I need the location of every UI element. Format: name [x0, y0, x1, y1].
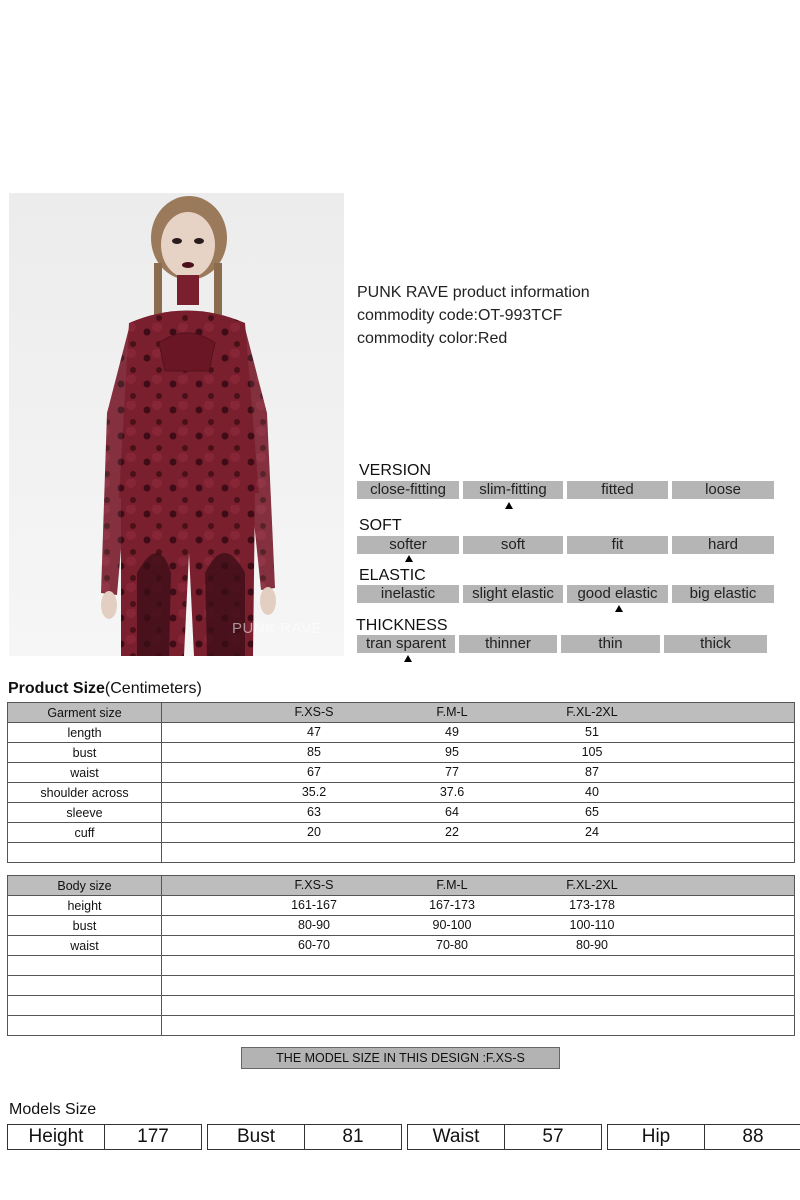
commodity-code — [357, 304, 590, 327]
cell-value: 77 — [445, 765, 459, 779]
code-label: commodity code: — [357, 307, 478, 324]
model-waist-label: Waist — [407, 1124, 505, 1150]
product-size-unit: (Centimeters) — [104, 680, 202, 697]
soft-option: hard — [672, 536, 774, 554]
cell-value: 95 — [445, 745, 459, 759]
cell-value: 22 — [445, 825, 459, 839]
cell-value: 51 — [585, 725, 599, 739]
row-values — [162, 916, 795, 936]
model-waist-value: 57 — [505, 1124, 602, 1150]
table-row-empty — [8, 976, 795, 996]
product-size-title — [8, 680, 202, 698]
row-label: shoulder across — [8, 783, 162, 803]
thickness-selected-marker — [404, 655, 412, 662]
row-label — [8, 996, 162, 1016]
model-hip-label: Hip — [607, 1124, 705, 1150]
models-size-title: Models Size — [9, 1101, 97, 1118]
version-selected-marker — [505, 502, 513, 509]
model-size-note: THE MODEL SIZE IN THIS DESIGN :F.XS-S — [241, 1047, 560, 1069]
cell-value: 167-173 — [429, 898, 475, 912]
thickness-scale — [357, 635, 771, 653]
product-info — [357, 281, 590, 350]
code-value: OT-993TCF — [477, 307, 563, 324]
cell-value: 20 — [307, 825, 321, 839]
table-header-row — [8, 703, 795, 723]
row-label: bust — [8, 743, 162, 763]
cell-value: 35.2 — [301, 785, 327, 799]
models-size-row — [7, 1124, 800, 1150]
header-cell: Body size — [8, 876, 162, 896]
cell-value: 105 — [581, 745, 603, 759]
soft-scale — [357, 536, 778, 554]
color-label: commodity color: — [357, 330, 478, 347]
row-label — [8, 956, 162, 976]
header-values — [162, 703, 795, 723]
color-value: Red — [477, 330, 508, 347]
table-row — [8, 803, 795, 823]
row-values — [162, 976, 795, 996]
model-bust-value: 81 — [305, 1124, 402, 1150]
thickness-option: thick — [664, 635, 767, 653]
header-cell: F.M-L — [436, 878, 468, 892]
cell-value: 37.6 — [439, 785, 465, 799]
model-waist — [407, 1124, 602, 1150]
model-bust-label: Bust — [207, 1124, 305, 1150]
soft-option: softer — [357, 536, 459, 554]
header-cell: F.M-L — [436, 705, 468, 719]
cell-value: 47 — [307, 725, 321, 739]
soft-option: fit — [567, 536, 668, 554]
model-figure — [9, 193, 344, 656]
version-title: VERSION — [359, 462, 432, 479]
elastic-option: slight elastic — [463, 585, 563, 603]
model-hip — [607, 1124, 800, 1150]
body-size-table — [7, 875, 795, 1036]
cell-value: 173-178 — [569, 898, 615, 912]
cell-value: 65 — [585, 805, 599, 819]
soft-option: soft — [463, 536, 563, 554]
thickness-title: THICKNESS — [356, 617, 448, 634]
row-label: height — [8, 896, 162, 916]
model-bust — [207, 1124, 402, 1150]
cell-value: 49 — [445, 725, 459, 739]
elastic-scale — [357, 585, 778, 603]
soft-title: SOFT — [359, 517, 402, 534]
table-row — [8, 743, 795, 763]
soft-selected-marker — [405, 555, 413, 562]
product-photo — [9, 193, 344, 656]
header-cell: F.XS-S — [294, 705, 334, 719]
cell-value: 64 — [445, 805, 459, 819]
row-values — [162, 823, 795, 843]
header-values — [162, 876, 795, 896]
row-values — [162, 956, 795, 976]
cell-value: 70-80 — [436, 938, 468, 952]
cell-value: 24 — [585, 825, 599, 839]
cell-value: 60-70 — [298, 938, 330, 952]
elastic-title: ELASTIC — [359, 567, 426, 584]
table-row — [8, 916, 795, 936]
model-height — [7, 1124, 202, 1150]
photo-watermark: PUNK RAVE — [232, 620, 323, 637]
row-values — [162, 803, 795, 823]
header-cell: F.XL-2XL — [566, 705, 618, 719]
table-row — [8, 783, 795, 803]
elastic-selected-marker — [615, 605, 623, 612]
model-hip-value: 88 — [705, 1124, 800, 1150]
row-values — [162, 936, 795, 956]
thickness-option: thin — [561, 635, 660, 653]
row-label: waist — [8, 936, 162, 956]
row-values — [162, 783, 795, 803]
header-cell: F.XL-2XL — [566, 878, 618, 892]
table-row-empty — [8, 1016, 795, 1036]
commodity-color — [357, 327, 590, 350]
model-height-label: Height — [7, 1124, 105, 1150]
row-values — [162, 743, 795, 763]
model-height-value: 177 — [105, 1124, 202, 1150]
garment-size-table — [7, 702, 795, 863]
table-row — [8, 723, 795, 743]
row-values — [162, 763, 795, 783]
row-values — [162, 843, 795, 863]
cell-value: 85 — [307, 745, 321, 759]
cell-value: 87 — [585, 765, 599, 779]
cell-value: 80-90 — [298, 918, 330, 932]
header-cell: F.XS-S — [294, 878, 334, 892]
row-values — [162, 723, 795, 743]
elastic-option: good elastic — [567, 585, 668, 603]
version-option: loose — [672, 481, 774, 499]
cell-value: 67 — [307, 765, 321, 779]
row-label: cuff — [8, 823, 162, 843]
table-row-empty — [8, 996, 795, 1016]
info-heading: PUNK RAVE product information — [357, 284, 590, 301]
elastic-option: inelastic — [357, 585, 459, 603]
cell-value: 40 — [585, 785, 599, 799]
row-label — [8, 1016, 162, 1036]
thickness-option: thinner — [459, 635, 557, 653]
cell-value: 80-90 — [576, 938, 608, 952]
row-label: sleeve — [8, 803, 162, 823]
table-row — [8, 763, 795, 783]
cell-value: 63 — [307, 805, 321, 819]
row-label — [8, 843, 162, 863]
cell-value: 90-100 — [432, 918, 472, 932]
version-option: close-fitting — [357, 481, 459, 499]
row-label: waist — [8, 763, 162, 783]
table-row — [8, 896, 795, 916]
cell-value: 161-167 — [291, 898, 337, 912]
table-header-row — [8, 876, 795, 896]
product-size-heading: Product Size — [8, 680, 105, 697]
version-scale — [357, 481, 778, 499]
elastic-option: big elastic — [672, 585, 774, 603]
table-row — [8, 936, 795, 956]
table-row-empty — [8, 843, 795, 863]
row-label: bust — [8, 916, 162, 936]
row-values — [162, 896, 795, 916]
table-row-empty — [8, 956, 795, 976]
version-option: fitted — [567, 481, 668, 499]
table-row — [8, 823, 795, 843]
row-values — [162, 996, 795, 1016]
cell-value: 100-110 — [569, 918, 615, 932]
version-option: slim-fitting — [463, 481, 563, 499]
header-cell: Garment size — [8, 703, 162, 723]
row-label: length — [8, 723, 162, 743]
row-values — [162, 1016, 795, 1036]
thickness-option: tran sparent — [357, 635, 455, 653]
row-label — [8, 976, 162, 996]
